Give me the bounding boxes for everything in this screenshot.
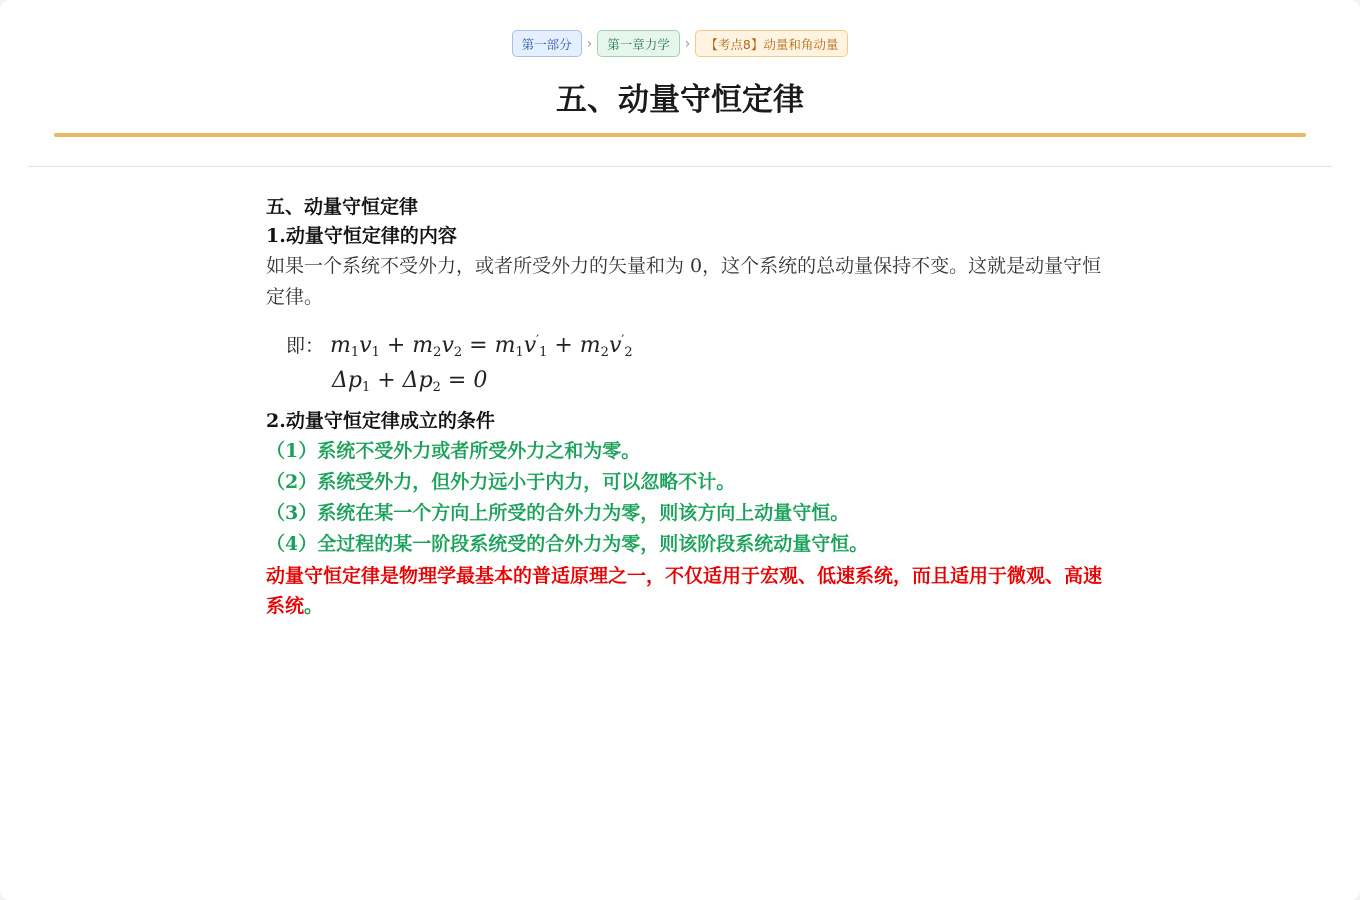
section-title: 五、动量守恒定律 [266,196,419,218]
breadcrumb-topic[interactable]: 【考点8】动量和角动量 [695,30,848,57]
condition-item: （3）系统在某一个方向上所受的合外力为零，则该方向上动量守恒。 [266,502,850,524]
formula-delta-equation: $\Delta p_1 + \Delta p_2 = 0$ [332,368,488,395]
universality-note [266,561,1106,621]
subsection-title-conditions: 2.动量守恒定律成立的条件 [266,410,495,432]
formula-image [286,321,1106,401]
condition-item: （1）系统不受外力或者所受外力之和为零。 [266,440,641,462]
chevron-right-icon: › [586,35,593,52]
formula-prefix: 即： [286,335,325,357]
breadcrumb-chapter[interactable]: 第一章力学 [597,30,680,57]
condition-item: （2）系统受外力，但外力远小于内力，可以忽略不计。 [266,471,736,493]
breadcrumb-part[interactable]: 第一部分 [512,30,582,57]
divider [28,166,1332,167]
breadcrumb [0,30,1360,57]
article-content [266,193,1106,621]
universality-note-period: 。 [304,595,324,617]
law-statement: 如果一个系统不受外力，或者所受外力的矢量和为 0，这个系统的总动量保持不变。这就是动量守恒定律。 [266,255,1102,308]
page-title: 五、动量守恒定律 [556,82,804,118]
chevron-right-icon: › [684,35,691,52]
condition-item: （4）全过程的某一阶段系统受的合外力为零，则该阶段系统动量守恒。 [266,533,869,555]
formula-line-2 [286,361,1106,401]
subsection-title-content: 1.动量守恒定律的内容 [266,225,457,247]
formula-momentum-equation: $m_1v_1 + m_2v_2 = m_1v'_1 + m_2v'_2$ [330,333,633,360]
formula-line-1 [286,321,1106,361]
universality-note-text: 动量守恒定律是物理学最基本的普适原理之一，不仅适用于宏观、低速系统，而且适用于微观、高速系统 [266,565,1103,617]
title-underline [54,133,1306,137]
